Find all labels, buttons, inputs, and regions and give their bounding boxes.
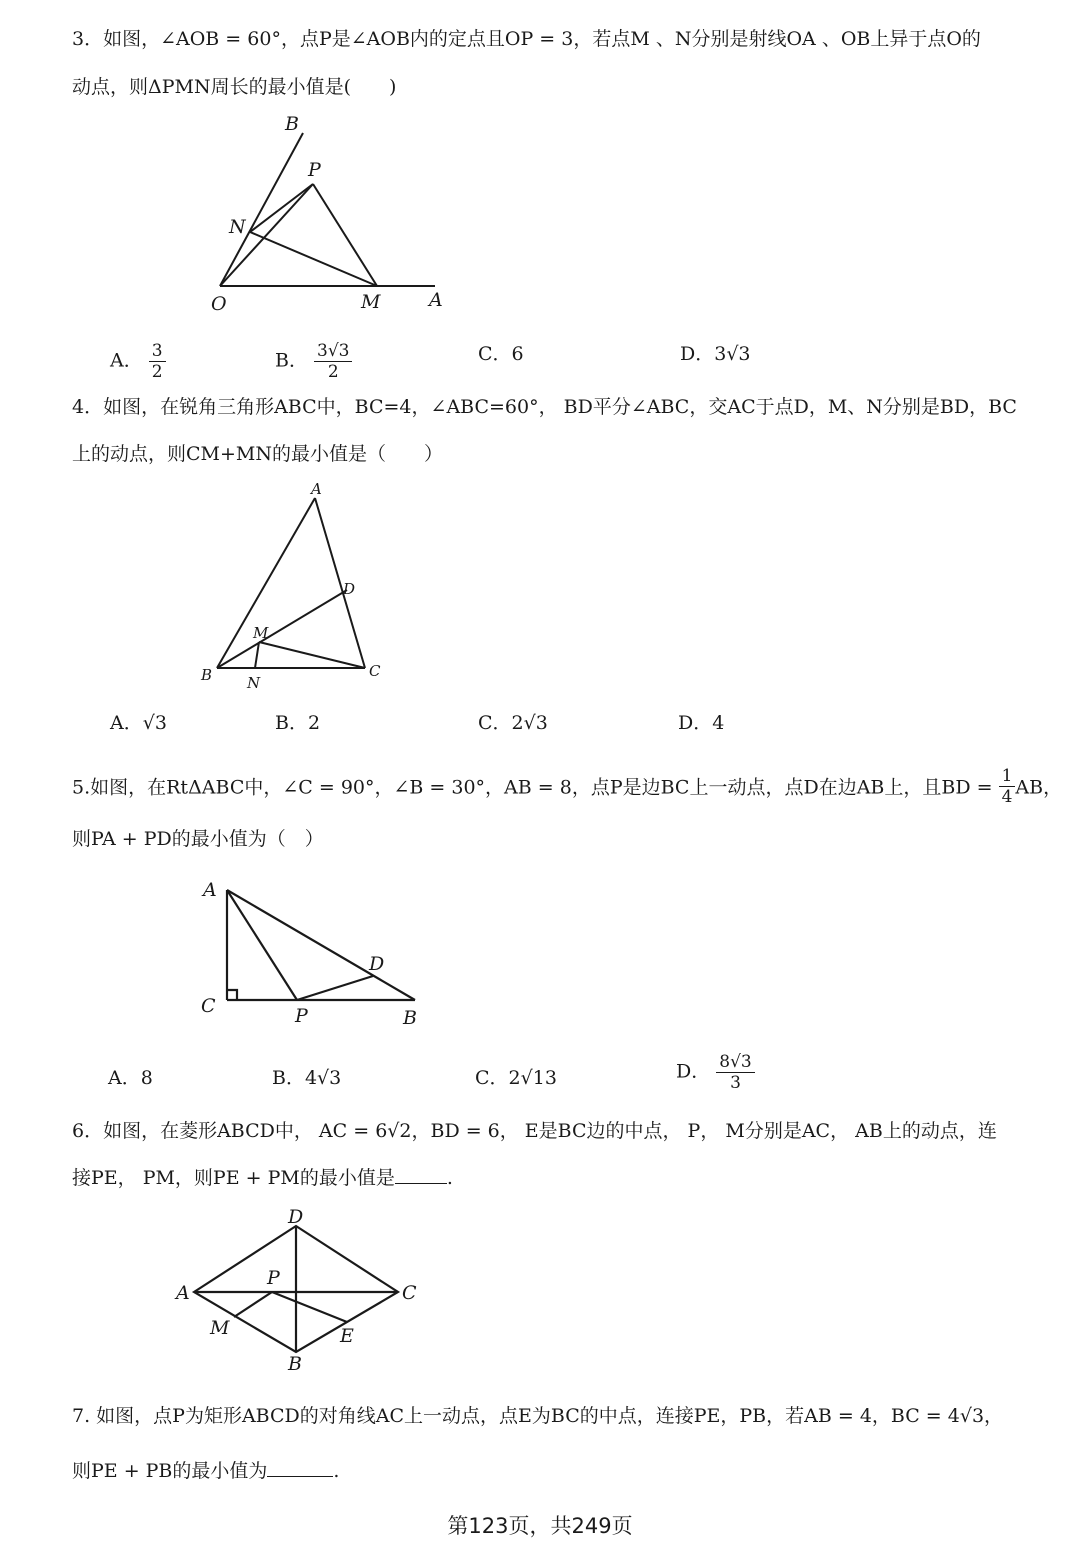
segment-NM: [250, 232, 377, 286]
segment-PE: [272, 1292, 347, 1322]
problem-3-line-2: 动点，则ΔPMN周长的最小值是( ): [72, 76, 397, 98]
right-angle-mark: [227, 990, 237, 1000]
segment-PD: [297, 976, 373, 1000]
side-AC: [315, 498, 365, 668]
label-B: B: [285, 113, 299, 135]
problem-4-line-2: 上的动点，则CM+MN的最小值是（ ）: [72, 443, 443, 465]
segment-PM: [234, 1292, 272, 1317]
label-D: D: [369, 953, 385, 975]
label-D: D: [343, 580, 356, 598]
problem-6-line-1: 6．如图，在菱形ABCD中， AC = 6√2，BD = 6， E是BC边的中点， P， M分别是AC， AB上的动点，连: [72, 1120, 997, 1142]
problem-7-line-1: 7. 如图，点P为矩形ABCD的对角线AC上一动点，点E为BC的中点，连接PE，PB，若AB = 4，BC = 4√3，: [72, 1405, 1004, 1427]
label-A: A: [429, 289, 443, 311]
problem-3-option-d: D．3√3: [680, 343, 751, 365]
problem-4-option-d: D．4: [678, 712, 725, 734]
problem-5-line-2: 则PA + PD的最小值为（ ）: [72, 828, 324, 850]
label-P: P: [267, 1267, 280, 1289]
segment-PA: [227, 890, 297, 1000]
segment-PN: [250, 184, 313, 232]
problem-5-option-a: A．8: [108, 1067, 153, 1089]
problem-5-option-c: C．2√13: [475, 1067, 557, 1089]
label-A: A: [311, 480, 322, 498]
segment-PM: [313, 184, 377, 286]
problem-6-figure: [172, 1206, 432, 1378]
label-M: M: [253, 624, 269, 642]
label-B: B: [288, 1353, 302, 1375]
page-footer: 第123页，共249页: [447, 1514, 633, 1538]
label-M: M: [361, 291, 381, 313]
problem-5-figure: [195, 870, 435, 1040]
bisector-BD: [217, 590, 347, 668]
segment-MC: [259, 642, 365, 668]
label-B: B: [201, 666, 213, 684]
label-P: P: [295, 1005, 308, 1027]
label-N: N: [247, 674, 261, 692]
label-C: C: [369, 662, 381, 680]
label-B: B: [403, 1007, 417, 1029]
label-A: A: [203, 879, 217, 901]
label-D: D: [288, 1206, 304, 1228]
label-E: E: [340, 1325, 354, 1347]
label-N: N: [229, 216, 246, 238]
problem-6-line-2: 接PE， PM，则PE + PM的最小值是 .: [72, 1167, 453, 1189]
problem-3-figure: [205, 108, 465, 318]
label-O: O: [211, 293, 227, 315]
label-M: M: [210, 1317, 230, 1339]
answer-blank-7[interactable]: [267, 1458, 333, 1477]
side-AB: [217, 498, 315, 668]
problem-7-line-2: 则PE + PB的最小值为 .: [72, 1460, 340, 1482]
problem-4-figure: [195, 478, 395, 693]
label-C: C: [402, 1282, 417, 1304]
problem-5-line-1: 5.如图，在RtΔABC中，∠C = 90°，∠B = 30°，AB = 8，点P是边BC上一动点，点D在边AB上，且BD = $\frac{1}{4}$ AB，: [72, 766, 1063, 807]
problem-4-line-1: 4．如图，在锐角三角形ABC中，BC=4，∠ABC=60°， BD平分∠ABC，交AC于点D，M、N分别是BD，BC: [72, 396, 1017, 418]
problem-4-option-c: C．2√3: [478, 712, 548, 734]
problem-4-option-b: B．2: [275, 712, 321, 734]
label-A: A: [176, 1282, 190, 1304]
problem-3-option-a: A． $\frac{3}{2}$: [110, 341, 166, 382]
problem-3-option-c: C．6: [478, 343, 524, 365]
label-P: P: [308, 159, 321, 181]
problem-5-option-d: D． $\frac{8√3}{3}$: [676, 1052, 755, 1093]
problem-3-line-1: 3．如图，∠AOB = 60°，点P是∠AOB内的定点且OP = 3，若点M 、N分别是射线OA 、OB上异于点O的: [72, 28, 981, 50]
label-C: C: [201, 995, 216, 1017]
problem-4-option-a: A．√3: [110, 712, 167, 734]
problem-3-option-b: B． $\frac{3√3}{2}$: [275, 341, 352, 382]
problem-5-option-b: B．4√3: [272, 1067, 342, 1089]
answer-blank-6[interactable]: [395, 1165, 447, 1184]
side-AB: [227, 890, 415, 1000]
